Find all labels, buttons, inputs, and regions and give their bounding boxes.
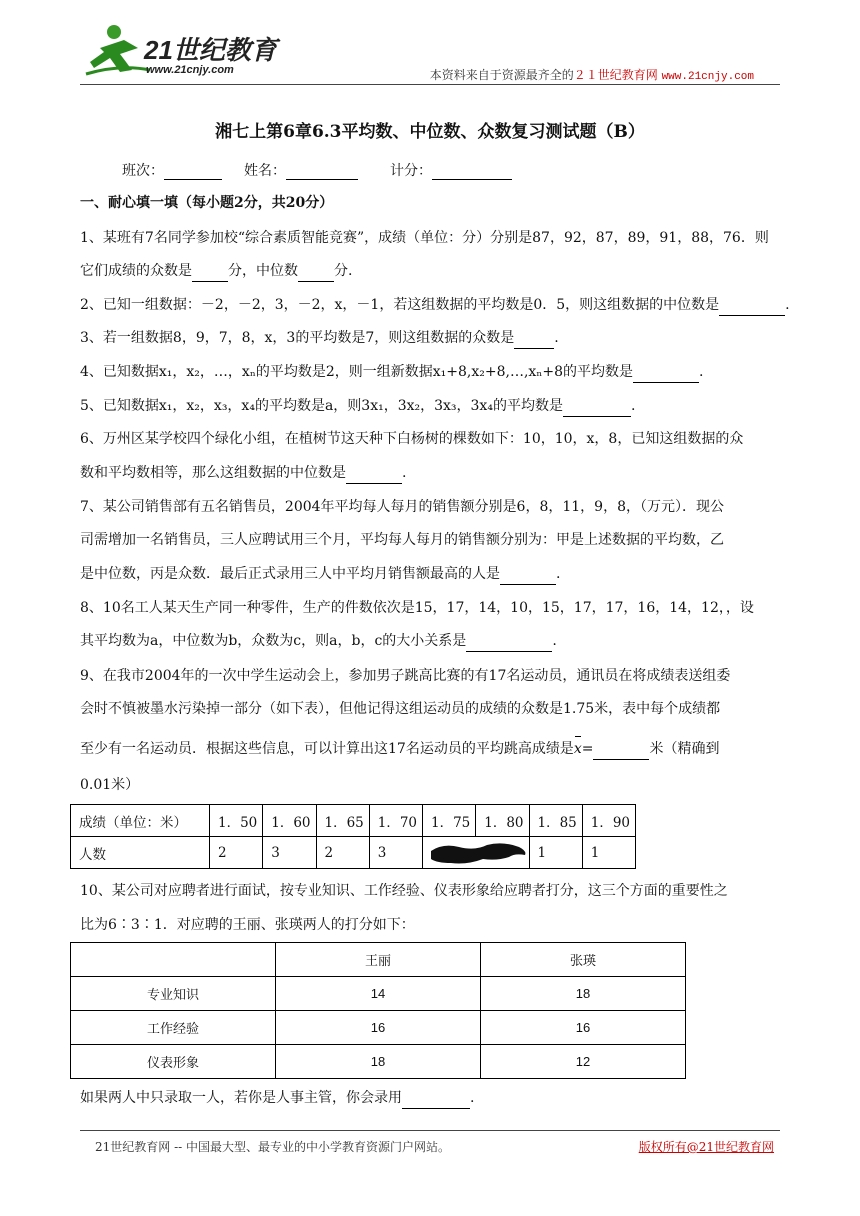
question-2: 2、已知一组数据：－2，－2，3，－2，x，－1，若这组数据的平均数是0．5，则这组数据的中位数是 . (80, 294, 790, 316)
table-cell: 18 (276, 1045, 481, 1079)
table-cell: 16 (276, 1011, 481, 1045)
footer-text: 21世纪教育网 -- 中国最大型、最专业的中小学教育资源门户网站。 (95, 1140, 451, 1154)
question-4: 4、已知数据x₁，x₂，…，xₙ的平均数是2，则一组新数据x₁+8,x₂+8,…,xₙ+8的平均数是 . (80, 361, 703, 383)
table-cell (71, 943, 276, 977)
answer-blank[interactable] (563, 401, 631, 417)
ink-stain-cell (423, 837, 530, 869)
table-cell: 王丽 (276, 943, 481, 977)
x-bar-symbol: x (574, 738, 582, 760)
question-9-line-1: 9、在我市2004年的一次中学生运动会上，参加男子跳高比赛的有17名运动员，通讯员在将成绩表送组委 (80, 668, 731, 684)
answer-blank[interactable] (514, 333, 554, 349)
question-7-line-2: 司需增加一名销售员，三人应聘试用三个月，平均每人每月的销售额分别为：甲是上述数据的平均数，乙 (80, 532, 724, 548)
header-site-link[interactable]: ２１世纪教育网 (573, 68, 658, 82)
section-heading: 一、耐心填一填（每小题2分，共20分） (80, 195, 334, 211)
question-7-line-3: 是中位数，丙是众数．最后正式录用三人中平均月销售额最高的人是 . (80, 563, 560, 585)
table-cell: 工作经验 (71, 1011, 276, 1045)
table-cell: 16 (481, 1011, 686, 1045)
logo-text: 21世纪教育 (144, 35, 277, 65)
answer-blank[interactable] (298, 266, 334, 282)
table-row (71, 1045, 686, 1079)
table-cell: 18 (481, 977, 686, 1011)
score-blank[interactable] (432, 165, 512, 180)
table-cell: 张瑛 (481, 943, 686, 977)
table-cell: 1．75 (423, 805, 476, 837)
answer-blank[interactable] (402, 1093, 470, 1109)
question-1-line-2: 它们成绩的众数是 分，中位数 分. (80, 260, 352, 282)
table-cell: 1．65 (316, 805, 369, 837)
question-7-line-1: 7、某公司销售部有五名销售员，2004年平均每人每月的销售额分别是6，8，11，9，8，（万元）．现公 (80, 499, 724, 515)
question-3: 3、若一组数据8，9，7，8，x，3的平均数是7，则这组数据的众数是 . (80, 327, 559, 349)
class-blank[interactable] (164, 165, 222, 180)
table-cell: 2 (210, 837, 263, 869)
footer-divider (80, 1130, 780, 1131)
table-cell: 2 (316, 837, 369, 869)
table-cell: 成绩（单位：米） (71, 805, 210, 837)
table-cell: 1．50 (210, 805, 263, 837)
header-url-link[interactable]: www.21cnjy.com (661, 71, 754, 83)
table-cell: 1．85 (529, 805, 582, 837)
table-cell: 1．80 (476, 805, 529, 837)
answer-blank[interactable] (633, 367, 699, 383)
table-row (71, 977, 686, 1011)
candidate-score-table (70, 942, 686, 1079)
question-6-line-1: 6、万州区某学校四个绿化小组，在植树节这天种下白杨树的棵数如下：10，10，x，8，已知这组数据的众 (80, 431, 744, 447)
table-cell: 专业知识 (71, 977, 276, 1011)
question-6-line-2: 数和平均数相等，那么这组数据的中位数是 . (80, 462, 406, 484)
question-10-line-3: 如果两人中只录取一人，若你是人事主管，你会录用 . (80, 1087, 474, 1109)
header-divider (80, 84, 780, 85)
name-field[interactable]: 姓名： (244, 160, 358, 180)
question-10-line-2: 比为6∶3∶1．对应聘的王丽、张瑛两人的打分如下： (80, 917, 415, 933)
question-8-line-1: 8、10名工人某天生产同一种零件，生产的件数依次是15，17，14，10，15，17，17，16，14，12，，设 (80, 600, 754, 616)
table-cell: 1 (582, 837, 635, 869)
table-cell: 1．90 (582, 805, 635, 837)
question-9-line-4: 0.01米） (80, 777, 140, 793)
site-logo (80, 18, 280, 82)
table-cell: 3 (263, 837, 316, 869)
table-cell: 1 (529, 837, 582, 869)
question-9-line-2: 会时不慎被墨水污染掉一部分（如下表），但他记得这组运动员的成绩的众数是1.75米，表中每个成绩都 (80, 701, 721, 717)
table-cell: 人数 (71, 837, 210, 869)
question-8-line-2: 其平均数为a，中位数为b，众数为c，则a，b，c的大小关系是 . (80, 630, 557, 652)
page-title: 湘七上第6章6.3平均数、中位数、众数复习测试题（B） (215, 122, 645, 142)
class-field[interactable]: 班次： (122, 160, 222, 180)
logo-url: www.21cnjy.com (146, 64, 234, 76)
high-jump-table (70, 804, 636, 869)
table-row (71, 1011, 686, 1045)
question-1-line-1: 1、某班有7名同学参加校“综合素质智能竞赛”，成绩（单位：分）分别是87，92，87，89，91，88，76．则 (80, 230, 769, 246)
question-9-line-3: 至少有一名运动员．根据这些信息，可以计算出这17名运动员的平均跳高成绩是x= 米（精确到 (80, 738, 719, 760)
table-cell: 14 (276, 977, 481, 1011)
table-cell: 3 (369, 837, 422, 869)
table-row (71, 837, 636, 869)
answer-blank[interactable] (593, 744, 649, 760)
table-cell: 仪表形象 (71, 1045, 276, 1079)
answer-blank[interactable] (192, 266, 228, 282)
answer-blank[interactable] (466, 636, 552, 652)
question-5: 5、已知数据x₁，x₂，x₃，x₄的平均数是a，则3x₁，3x₂，3x₃，3x₄的平均数是 . (80, 395, 635, 417)
score-field[interactable]: 计分： (390, 160, 512, 180)
table-cell: 12 (481, 1045, 686, 1079)
table-cell: 1．70 (369, 805, 422, 837)
name-blank[interactable] (286, 165, 358, 180)
table-row (71, 943, 686, 977)
table-cell: 1．60 (263, 805, 316, 837)
header-note: 本资料来自于资源最齐全的２１世纪教育网 www.21cnjy.com (429, 68, 754, 83)
copyright-link[interactable]: 版权所有@21世纪教育网 (638, 1140, 774, 1154)
answer-blank[interactable] (346, 468, 402, 484)
question-10-line-1: 10、某公司对应聘者进行面试，按专业知识、工作经验、仪表形象给应聘者打分，这三个方面的重要性之 (80, 883, 728, 899)
answer-blank[interactable] (719, 300, 785, 316)
ink-stain-icon (423, 837, 533, 867)
answer-blank[interactable] (500, 569, 556, 585)
table-row (71, 805, 636, 837)
